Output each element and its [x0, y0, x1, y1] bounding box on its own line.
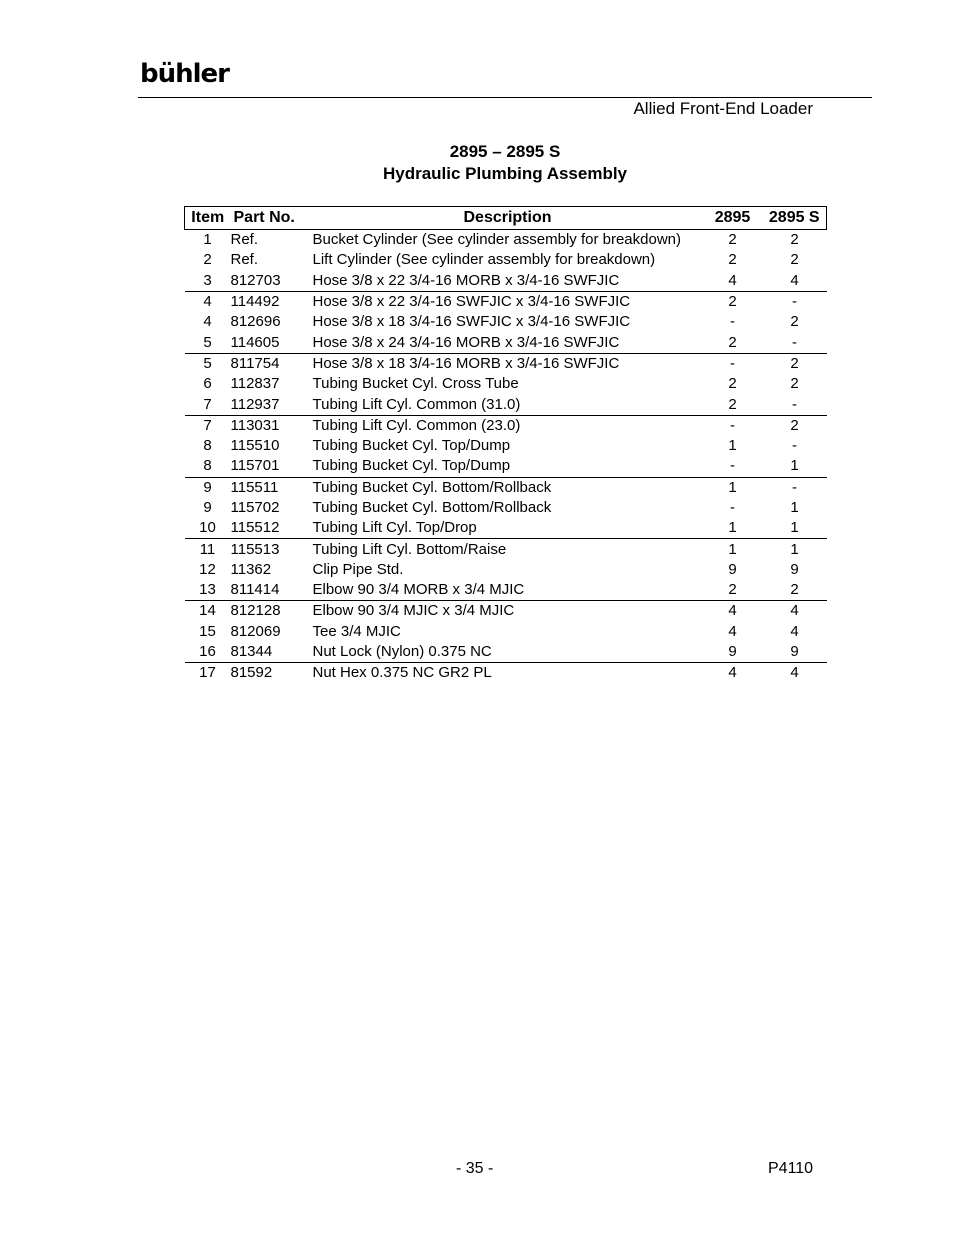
qty-2895-cell: - — [730, 354, 735, 372]
table-row — [185, 539, 827, 560]
item-cell: 16 — [185, 642, 231, 663]
table-row — [185, 580, 827, 601]
qty-2895s-cell: 2 — [790, 231, 799, 249]
part-number-cell: 115512 — [231, 518, 313, 539]
part-number-cell: 812696 — [230, 313, 281, 331]
part-number-cell: 812069 — [230, 622, 281, 640]
description-cell: Hose 3/8 x 18 3/4-16 MORB x 3/4-16 SWFJIC — [312, 354, 620, 372]
qty-2895s-cell: 1 — [763, 518, 827, 539]
qty-2895s-cell: 4 — [790, 622, 799, 640]
qty-2895-cell: - — [730, 499, 735, 516]
qty-2895-cell: 4 — [728, 622, 737, 640]
description-cell: Lift Cylinder (See cylinder assembly for breakdown) — [312, 251, 656, 269]
column-header-description: Description — [313, 207, 703, 230]
qty-2895-cell: - — [730, 313, 735, 331]
qty-2895-cell: 9 — [728, 560, 737, 578]
qty-2895-cell: 2 — [703, 332, 763, 353]
header-subtitle: Allied Front-End Loader — [633, 99, 813, 118]
column-header-item: Item — [185, 207, 231, 230]
item-cell: 9 — [203, 499, 212, 516]
part-number-cell: 811414 — [231, 580, 313, 601]
qty-2895s-cell: - — [792, 293, 797, 311]
description-cell: Tubing Bucket Cyl. Bottom/Rollback — [312, 478, 552, 496]
table-row — [185, 560, 827, 580]
description-cell: Tubing Lift Cyl. Common (23.0) — [312, 416, 521, 434]
part-number-cell: 115701 — [231, 456, 313, 477]
item-cell: 4 — [203, 313, 212, 331]
qty-2895s-cell: 2 — [790, 354, 799, 372]
item-cell: 13 — [185, 580, 231, 601]
description-cell: Nut Hex 0.375 NC GR2 PL — [312, 664, 492, 682]
item-cell: 8 — [185, 456, 231, 477]
qty-2895-cell: 2 — [728, 251, 737, 269]
qty-2895-cell: 1 — [728, 437, 737, 455]
document-title-models: 2895 – 2895 S — [449, 142, 561, 161]
table-row — [185, 374, 827, 394]
brand-logo: bühler — [140, 59, 229, 89]
part-number-cell: 115702 — [230, 499, 280, 516]
part-number-cell: 812703 — [231, 271, 313, 292]
item-cell: 7 — [203, 416, 212, 434]
qty-2895s-cell: - — [763, 332, 827, 353]
table-row — [185, 291, 827, 312]
table-row — [185, 394, 827, 415]
part-number-cell: 112937 — [231, 394, 313, 415]
part-number-cell: 115513 — [230, 540, 280, 558]
qty-2895-cell: 1 — [728, 478, 737, 496]
description-cell: Tubing Bucket Cyl. Bottom/Rollback — [312, 499, 552, 516]
item-cell: 5 — [203, 354, 212, 372]
description-cell: Clip Pipe Std. — [312, 560, 404, 578]
qty-2895-cell: 2 — [728, 293, 737, 311]
qty-2895s-cell: 1 — [790, 499, 799, 516]
qty-2895s-cell: - — [792, 478, 797, 496]
item-cell: 9 — [203, 478, 212, 496]
description-cell: Hose 3/8 x 18 3/4-16 SWFJIC x 3/4-16 SWFJIC — [312, 313, 631, 331]
qty-2895-cell: - — [730, 416, 735, 434]
column-header-2895: 2895 — [703, 207, 763, 230]
qty-2895-cell: 9 — [703, 642, 763, 663]
qty-2895-cell: 4 — [728, 602, 737, 620]
table-row — [185, 601, 827, 622]
qty-2895s-cell: 2 — [763, 580, 827, 601]
description-cell: Elbow 90 3/4 MORB x 3/4 MJIC — [313, 580, 703, 601]
qty-2895s-cell: 4 — [790, 602, 799, 620]
part-number-cell: 81344 — [231, 642, 313, 663]
table-row — [185, 663, 827, 684]
item-cell: 14 — [199, 602, 216, 620]
qty-2895s-cell: 4 — [790, 664, 799, 682]
qty-2895s-cell: 2 — [790, 251, 799, 269]
part-number-cell: 114492 — [230, 293, 280, 311]
table-row — [185, 415, 827, 436]
table-row — [185, 622, 827, 642]
description-cell: Tubing Lift Cyl. Top/Drop — [313, 518, 703, 539]
item-cell: 10 — [185, 518, 231, 539]
part-number-cell: 113031 — [230, 416, 280, 434]
part-number-cell: 115510 — [230, 437, 280, 455]
column-header-2895s: 2895 S — [763, 207, 827, 230]
qty-2895-cell: - — [703, 456, 763, 477]
qty-2895-cell: 1 — [703, 518, 763, 539]
table-row — [185, 642, 827, 663]
qty-2895s-cell: 2 — [790, 313, 799, 331]
qty-2895-cell: 2 — [703, 394, 763, 415]
part-number-cell: 112837 — [230, 375, 280, 393]
qty-2895s-cell: - — [792, 437, 797, 455]
qty-2895s-cell: 2 — [790, 416, 799, 434]
page-number: - 35 - — [456, 1160, 494, 1177]
item-cell: 2 — [203, 251, 212, 269]
table-row — [185, 436, 827, 456]
qty-2895-cell: 4 — [703, 271, 763, 292]
description-cell: Tubing Bucket Cyl. Top/Dump — [313, 456, 703, 477]
item-cell: 7 — [185, 394, 231, 415]
table-row — [185, 518, 827, 539]
column-header-part-number: Part No. — [231, 207, 313, 230]
part-number-cell: Ref. — [230, 231, 259, 249]
qty-2895s-cell: 9 — [790, 560, 799, 578]
item-cell: 6 — [203, 375, 212, 393]
description-cell: Tubing Bucket Cyl. Top/Dump — [312, 437, 511, 455]
item-cell: 5 — [185, 332, 231, 353]
part-number-cell: 812128 — [230, 602, 281, 620]
table-row — [185, 456, 827, 477]
part-number-cell: 114605 — [231, 332, 313, 353]
document-title: Hydraulic Plumbing Assembly — [382, 164, 628, 183]
qty-2895-cell: 1 — [728, 540, 737, 558]
table-row — [185, 353, 827, 374]
qty-2895-cell: 2 — [703, 580, 763, 601]
part-number-cell: Ref. — [230, 251, 259, 269]
description-cell: Tubing Bucket Cyl. Cross Tube — [312, 375, 519, 393]
part-number-cell: 11362 — [230, 560, 272, 578]
item-cell: 12 — [199, 560, 216, 578]
table-row — [185, 230, 827, 251]
description-cell: Tee 3/4 MJIC — [312, 622, 401, 640]
parts-table — [184, 206, 827, 684]
description-cell: Hose 3/8 x 22 3/4-16 MORB x 3/4-16 SWFJIC — [313, 271, 703, 292]
description-cell: Hose 3/8 x 24 3/4-16 MORB x 3/4-16 SWFJIC — [313, 332, 703, 353]
qty-2895s-cell: 4 — [763, 271, 827, 292]
description-cell: Tubing Lift Cyl. Common (31.0) — [313, 394, 703, 415]
item-cell: 11 — [199, 540, 216, 558]
part-number-cell: 115511 — [230, 478, 279, 496]
part-number-cell: 81592 — [230, 664, 273, 682]
qty-2895s-cell: 1 — [763, 456, 827, 477]
document-code: P4110 — [768, 1160, 814, 1177]
item-cell: 4 — [203, 293, 212, 311]
qty-2895s-cell: 9 — [763, 642, 827, 663]
description-cell: Bucket Cylinder (See cylinder assembly for breakdown) — [312, 231, 681, 249]
table-row — [185, 477, 827, 498]
description-cell: Hose 3/8 x 22 3/4-16 SWFJIC x 3/4-16 SWFJIC — [312, 293, 631, 311]
qty-2895-cell: 2 — [728, 231, 737, 249]
table-header-row — [185, 207, 827, 230]
qty-2895s-cell: 2 — [790, 375, 799, 393]
item-cell: 3 — [185, 271, 231, 292]
table-row — [185, 271, 827, 292]
table-row — [185, 312, 827, 332]
description-cell: Elbow 90 3/4 MJIC x 3/4 MJIC — [312, 602, 515, 620]
qty-2895-cell: 4 — [728, 664, 737, 682]
qty-2895s-cell: 1 — [790, 540, 799, 558]
table-row — [185, 498, 827, 518]
part-number-cell: 811754 — [230, 354, 280, 372]
item-cell: 17 — [199, 664, 216, 682]
item-cell: 15 — [199, 622, 216, 640]
qty-2895s-cell: - — [763, 394, 827, 415]
qty-2895-cell: 2 — [728, 375, 737, 393]
description-cell: Tubing Lift Cyl. Bottom/Raise — [312, 540, 507, 558]
table-row — [185, 250, 827, 270]
table-row — [185, 332, 827, 353]
description-cell: Nut Lock (Nylon) 0.375 NC — [313, 642, 703, 663]
item-cell: 8 — [203, 437, 212, 455]
item-cell: 1 — [203, 231, 212, 249]
